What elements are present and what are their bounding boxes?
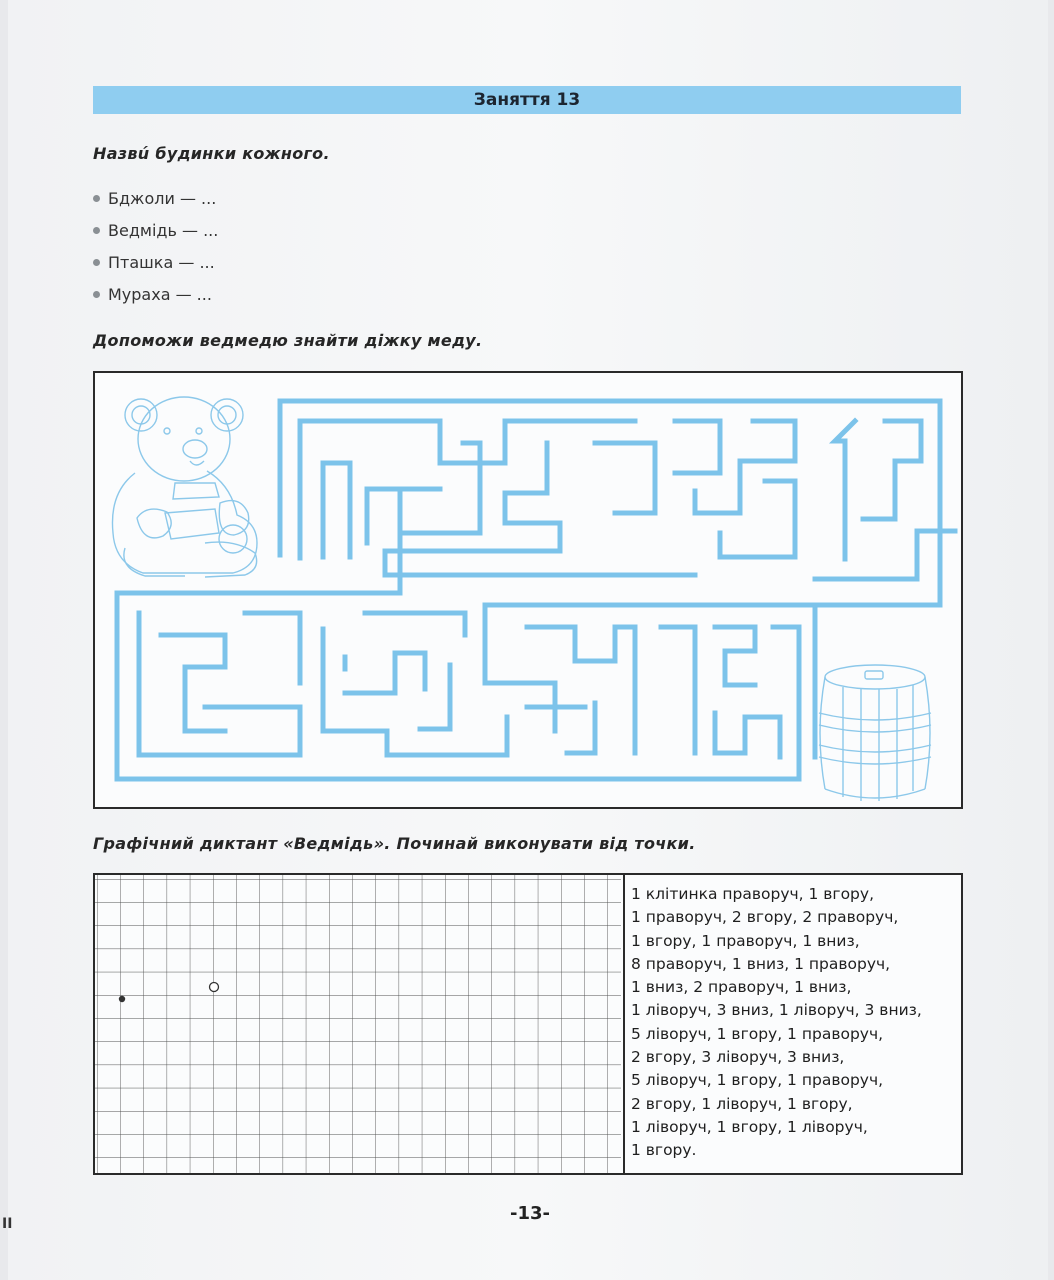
maze-frame [93,371,963,809]
dictation-step: 1 праворуч, 2 вгору, 2 праворуч, [631,908,899,927]
dictation-step: 2 вгору, 1 ліворуч, 1 вгору, [631,1094,853,1113]
list-item [93,214,218,246]
honey-barrel-icon [819,665,931,801]
task2-instruction: Допоможи ведмедю знайти діжку меду. [93,331,483,350]
edge-mark: II [2,1216,13,1232]
dictation-step: 8 праворуч, 1 вниз, 1 праворуч, [631,954,891,973]
task1-instruction: Назвú будинки кожного. [93,144,330,163]
dictation-steps [631,883,956,1163]
list-item-label: Бджоли — ... [108,188,217,208]
list-item [93,182,218,214]
task3-instruction: Графічний диктант «Ведмідь». Починай виконувати від точки. [93,834,696,853]
page-number: -13- [510,1203,550,1224]
lesson-title: Заняття 13 [473,90,581,110]
dictation-step: 1 ліворуч, 3 вниз, 1 ліворуч, 3 вниз, [631,1001,922,1020]
dictation-step: 5 ліворуч, 1 вгору, 1 праворуч, [631,1024,884,1043]
bullet-icon [93,259,100,266]
dictation-step: 1 ліворуч, 1 вгору, 1 ліворуч, [631,1117,868,1136]
dictation-step: 5 ліворуч, 1 вгору, 1 праворуч, [631,1071,884,1090]
list-item-label: Мураха — ... [108,284,212,304]
graphic-dictation-frame [93,873,963,1175]
dictation-step: 1 вгору. [631,1141,697,1160]
list-item-label: Пташка — ... [108,252,215,272]
hollow-dot-icon [210,983,219,992]
maze-paths [117,401,955,779]
dictation-step: 1 вгору, 1 праворуч, 1 вниз, [631,931,860,950]
grid-paper [95,875,621,1173]
dictation-step: 1 клітинка праворуч, 1 вгору, [631,885,874,903]
dictation-step: 1 вниз, 2 праворуч, 1 вниз, [631,978,852,997]
dictation-step: 2 вгору, 3 ліворуч, 3 вниз, [631,1048,845,1067]
houses-list [93,182,218,310]
list-item [93,278,218,310]
bullet-icon [93,195,100,202]
lesson-title-banner [93,86,961,114]
list-item [93,246,218,278]
dictation-grid [95,875,625,1173]
list-item-label: Ведмідь — ... [108,220,219,240]
bullet-icon [93,291,100,298]
maze-illustration [95,373,961,807]
start-dot-icon [119,996,125,1002]
bear-icon [112,397,257,577]
bullet-icon [93,227,100,234]
